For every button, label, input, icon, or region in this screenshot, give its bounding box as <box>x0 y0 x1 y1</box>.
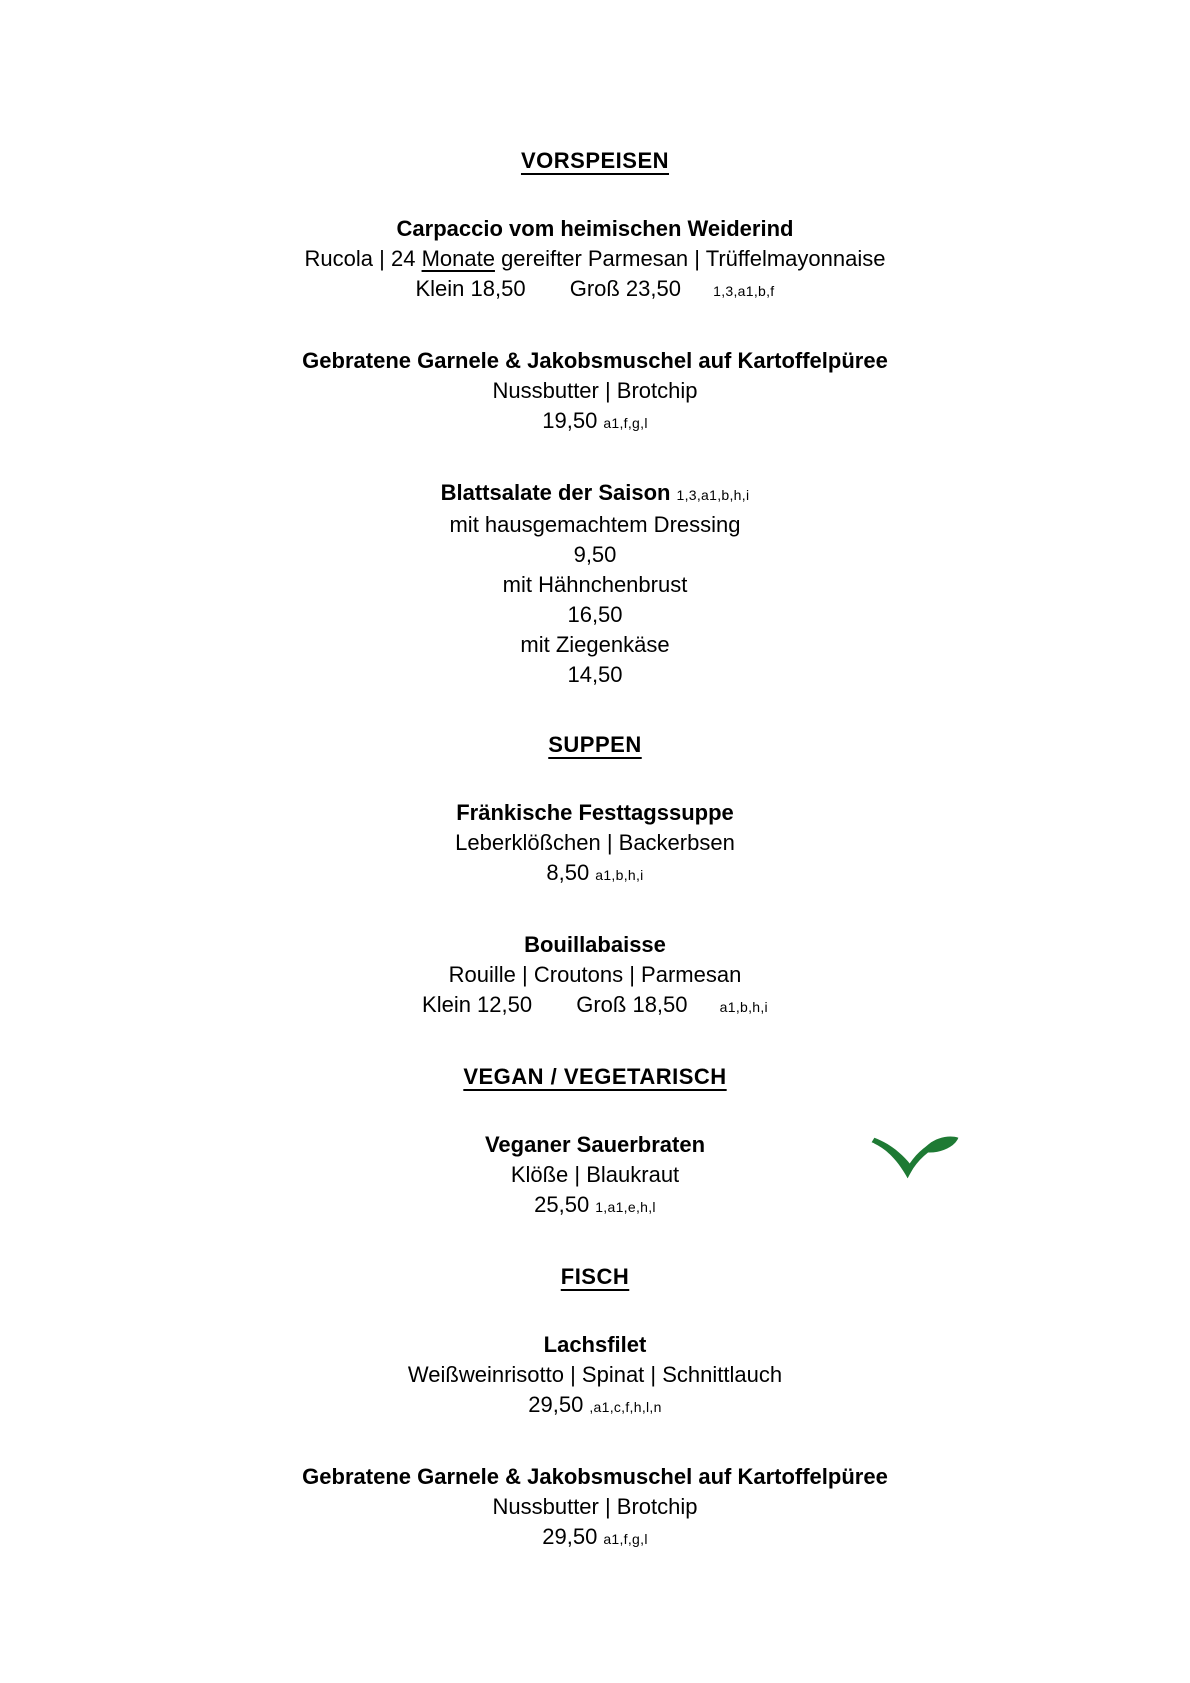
price-large: Groß 18,50 <box>576 992 688 1017</box>
price-line <box>0 1390 1190 1422</box>
allergen-codes: a1,f,g,l <box>603 1531 648 1547</box>
menu-item-veganer-sauerbraten <box>0 1130 1190 1222</box>
item-title: Lachsfilet <box>543 1332 647 1357</box>
menu-item-garnele-jakobsmuschel <box>0 346 1190 438</box>
variant-description: mit hausgemachtem Dressing <box>449 512 741 537</box>
item-title: Gebratene Garnele & Jakobsmuschel auf Kartoffelpüree <box>302 348 888 373</box>
allergen-codes: a1,b,h,i <box>719 999 768 1015</box>
menu-item-bouillabaisse <box>0 930 1190 1022</box>
price-large: Groß 23,50 <box>569 276 681 301</box>
variant-price: 14,50 <box>567 662 623 687</box>
variant-price: 9,50 <box>573 542 617 567</box>
allergen-codes: a1,f,g,l <box>603 415 648 431</box>
price-line <box>0 858 1190 890</box>
price: 29,50 <box>542 1524 598 1549</box>
variant-description: mit Hähnchenbrust <box>502 572 688 597</box>
allergen-codes: ,a1,c,f,h,l,n <box>589 1399 662 1415</box>
menu-item-garnele-jakobsmuschel-2 <box>0 1462 1190 1554</box>
allergen-codes: 1,a1,e,h,l <box>595 1199 656 1215</box>
vegan-leaf-checkmark-icon <box>868 1134 962 1182</box>
item-description: Rouille | Croutons | Parmesan <box>448 962 742 987</box>
section-heading: VORSPEISEN <box>520 148 670 173</box>
item-title: Veganer Sauerbraten <box>484 1132 706 1157</box>
allergen-codes: 1,3,a1,b,f <box>713 283 775 299</box>
price-small: Klein 12,50 <box>422 992 533 1017</box>
item-title <box>0 478 1190 510</box>
item-description: Leberklößchen | Backerbsen <box>455 830 735 855</box>
price-line <box>0 406 1190 438</box>
variant-price: 16,50 <box>567 602 623 627</box>
item-title: Gebratene Garnele & Jakobsmuschel auf Kartoffelpüree <box>302 1464 888 1489</box>
description-text: gereifter Parmesan | Trüffelmayonnaise <box>494 246 886 271</box>
allergen-codes: 1,3,a1,b,h,i <box>676 487 750 503</box>
section-suppen <box>0 730 1190 1022</box>
item-title: Carpaccio vom heimischen Weiderind <box>396 216 794 241</box>
price-line <box>0 990 1190 1022</box>
item-title-text: Blattsalate der Saison <box>440 480 671 505</box>
menu-item-lachsfilet <box>0 1330 1190 1422</box>
price-line <box>0 274 1190 306</box>
section-heading: SUPPEN <box>548 732 642 757</box>
price: 29,50 <box>528 1392 584 1417</box>
price-line <box>0 1522 1190 1554</box>
menu-item-blattsalate <box>0 478 1190 690</box>
section-heading: VEGAN / VEGETARISCH <box>463 1064 727 1089</box>
item-title: Fränkische Festtagssuppe <box>456 800 734 825</box>
price-small: Klein 18,50 <box>415 276 526 301</box>
price: 19,50 <box>542 408 598 433</box>
menu-item-festtagssuppe <box>0 798 1190 890</box>
section-vegan-vegetarisch <box>0 1062 1190 1222</box>
item-title: Bouillabaisse <box>524 932 666 957</box>
price: 25,50 <box>534 1192 590 1217</box>
variant-description: mit Ziegenkäse <box>520 632 670 657</box>
item-description: Weißweinrisotto | Spinat | Schnittlauch <box>407 1362 783 1387</box>
description-underlined-text: Monate <box>421 246 495 271</box>
item-description <box>0 244 1190 274</box>
section-heading: FISCH <box>560 1264 630 1289</box>
section-fisch <box>0 1262 1190 1554</box>
price: 8,50 <box>546 860 590 885</box>
section-vorspeisen <box>0 146 1190 690</box>
item-description: Nussbutter | Brotchip <box>492 378 698 403</box>
item-description: Klöße | Blaukraut <box>510 1162 680 1187</box>
allergen-codes: a1,b,h,i <box>595 867 644 883</box>
menu-item-carpaccio <box>0 214 1190 306</box>
description-text: Rucola | 24 <box>304 246 422 271</box>
item-description: Nussbutter | Brotchip <box>492 1494 698 1519</box>
price-line <box>0 1190 1190 1222</box>
